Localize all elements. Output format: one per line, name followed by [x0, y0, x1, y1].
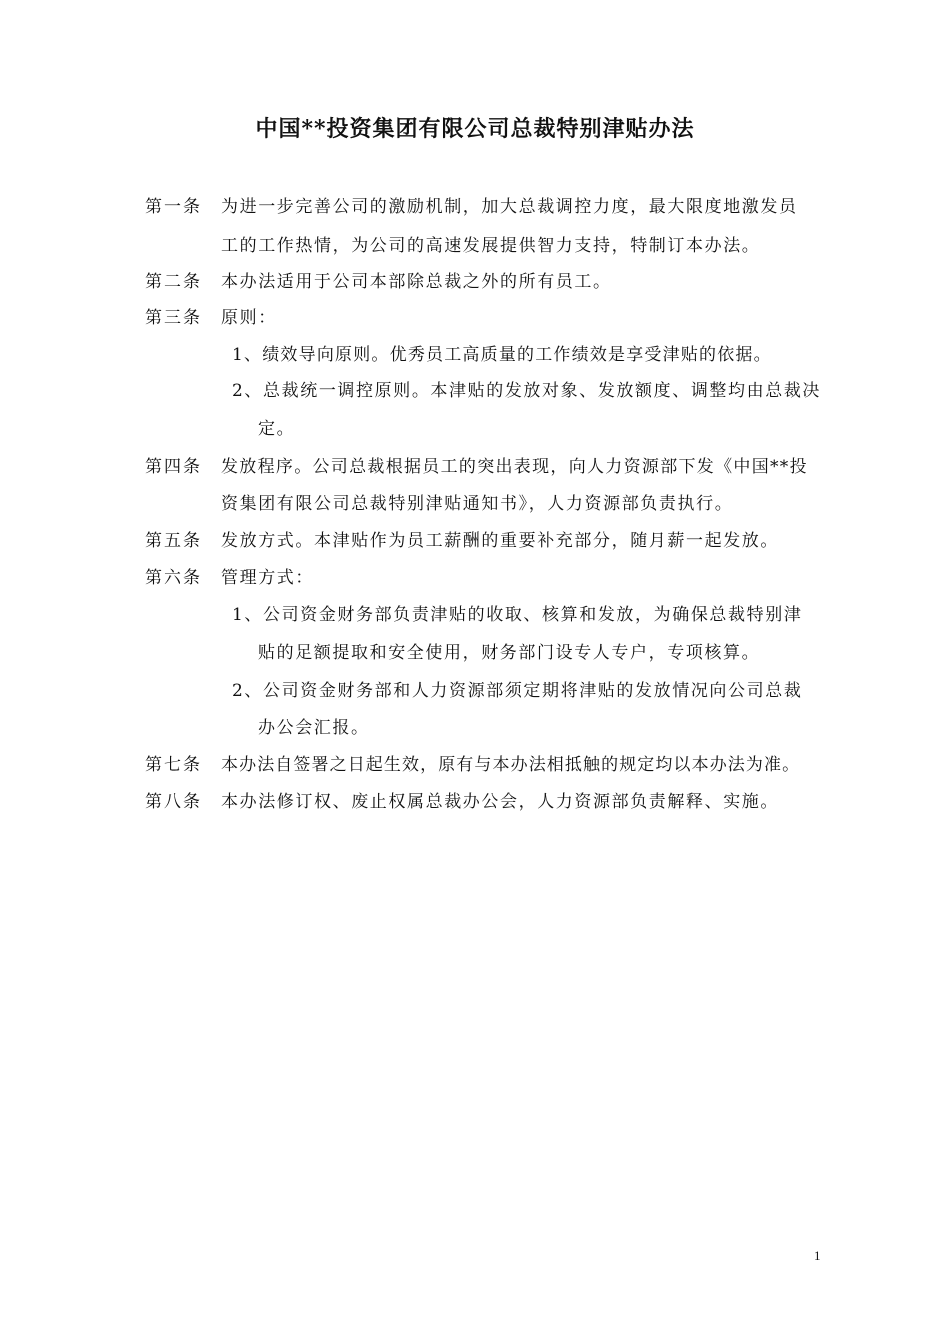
article-8-label: 第八条: [145, 792, 202, 812]
article-3-line-1: 原则：: [221, 308, 277, 328]
article-6-item-2-line-1: 2、公司资金财务部和人力资源部须定期将津贴的发放情况向公司总裁: [232, 681, 803, 701]
article-6-item-2-line-2: 办公会汇报。: [258, 718, 370, 738]
article-7-label: 第七条: [145, 755, 202, 775]
article-3-item-2-line-1: 2、总裁统一调控原则。本津贴的发放对象、发放额度、调整均由总裁决: [232, 381, 822, 401]
article-1-line-1: 为进一步完善公司的激励机制，加大总裁调控力度，最大限度地激发员: [221, 197, 798, 217]
article-6-item-1-line-2: 贴的足额提取和安全使用，财务部门设专人专户，专项核算。: [258, 643, 761, 663]
article-2-line-1: 本办法适用于公司本部除总裁之外的所有员工。: [221, 272, 612, 292]
article-1-line-2: 工的工作热情，为公司的高速发展提供智力支持，特制订本办法。: [221, 236, 761, 256]
article-4-label: 第四条: [145, 457, 202, 477]
article-8-line-1: 本办法修订权、废止权属总裁办公会，人力资源部负责解释、实施。: [221, 792, 779, 812]
article-3-item-1-line-1: 1、绩效导向原则。优秀员工高质量的工作绩效是享受津贴的依据。: [232, 345, 772, 365]
article-2-label: 第二条: [145, 272, 202, 292]
article-1-label: 第一条: [145, 197, 202, 217]
page-number: 1: [814, 1248, 821, 1263]
article-5-line-1: 发放方式。本津贴作为员工薪酬的重要补充部分，随月薪一起发放。: [221, 531, 779, 551]
article-7-line-1: 本办法自签署之日起生效，原有与本办法相抵触的规定均以本办法为准。: [221, 755, 801, 775]
article-6-line-1: 管理方式：: [221, 568, 314, 588]
article-5-label: 第五条: [145, 531, 202, 551]
article-3-label: 第三条: [145, 308, 202, 328]
article-6-item-1-line-1: 1、公司资金财务部负责津贴的收取、核算和发放，为确保总裁特别津: [232, 605, 803, 625]
article-3-item-2-line-2: 定。: [258, 419, 296, 439]
article-4-line-1: 发放程序。公司总裁根据员工的突出表现，向人力资源部下发《中国**投: [221, 457, 808, 477]
article-6-label: 第六条: [145, 568, 202, 588]
document-title: 中国**投资集团有限公司总裁特别津贴办法: [255, 116, 695, 142]
article-4-line-2: 资集团有限公司总裁特别津贴通知书》，人力资源部负责执行。: [221, 494, 734, 514]
